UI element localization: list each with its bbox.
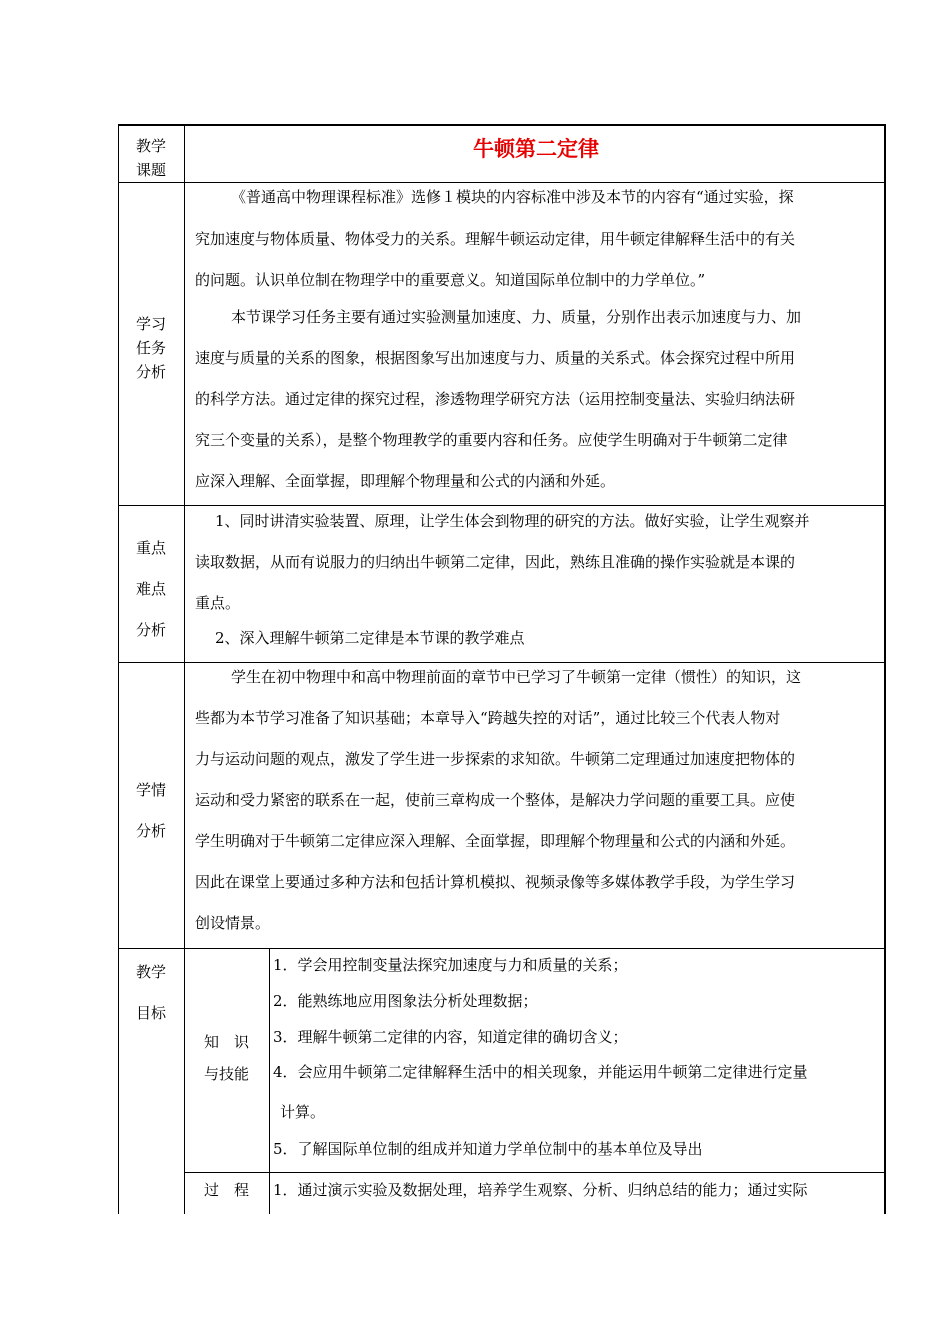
- learner-analysis-line: 些都为本节学习准备了知识基础；本章导入“跨越失控的对话”，通过比较三个代表人物对: [195, 709, 781, 727]
- header-label-line-2: 课题: [135, 161, 166, 179]
- task-analysis-line: 应深入理解、全面掌握，即理解个物理量和公式的内涵和外延。: [195, 472, 616, 490]
- knowledge-item: 3．理解牛顿第二定律的内容，知道定律的确切含义；: [273, 1028, 628, 1046]
- knowledge-item: 4．会应用牛顿第二定律解释生活中的相关现象，并能运用牛顿第二定律进行定量: [273, 1063, 808, 1081]
- task-analysis-line: 究三个变量的关系），是整个物理教学的重要内容和任务。应使学生明确对于牛顿第二定律: [195, 431, 788, 449]
- objectives-label-line-2: 目标: [135, 1004, 166, 1022]
- learner-analysis-line: 学生在初中物理中和高中物理前面的章节中已学习了牛顿第一定律（惯性）的知识，这: [231, 668, 802, 686]
- knowledge-item: 5．了解国际单位制的组成并知道力学单位制中的基本单位及导出: [273, 1140, 703, 1158]
- knowledge-skills-label: [184, 1026, 269, 1090]
- table-border-right: [884, 124, 886, 1214]
- objectives-label: [118, 952, 184, 1034]
- process-label: 过 程: [203, 1181, 249, 1199]
- task-analysis-label-line-3: 分析: [135, 363, 166, 381]
- task-analysis-label-line-1: 学习: [135, 315, 166, 333]
- task-analysis-line: 的科学方法。通过定律的探究过程，渗透物理学研究方法（运用控制变量法、实验归纳法研: [195, 390, 796, 408]
- task-analysis-line: 《普通高中物理课程标准》选修１模块的内容标准中涉及本节的内容有“通过实验，探: [231, 188, 794, 206]
- task-analysis-line: 速度与质量的关系的图象，根据图象写出加速度与力、质量的关系式。体会探究过程中所用: [195, 349, 796, 367]
- key-points-line: 1、同时讲清实验装置、原理，让学生体会到物理的研究的方法。做好实验，让学生观察并: [215, 512, 810, 530]
- learner-analysis-label: [118, 770, 184, 852]
- task-analysis-line: 的问题。认识单位制在物理学中的重要意义。知道国际单位制中的力学单位。”: [195, 271, 706, 289]
- key-points-label-line-1: 重点: [135, 539, 166, 557]
- process-item: 1．通过演示实验及数据处理，培养学生观察、分析、归纳总结的能力；通过实际: [273, 1181, 808, 1199]
- key-points-label: [118, 528, 184, 651]
- knowledge-item: 1．学会用控制变量法探究加速度与力和质量的关系；: [273, 956, 628, 974]
- key-points-line: 2、深入理解牛顿第二定律是本节课的教学难点: [215, 629, 525, 647]
- header-label-line-1: 教学: [135, 137, 166, 155]
- sub-row-divider: [184, 1172, 886, 1173]
- learner-analysis-label-line-1: 学情: [135, 781, 166, 799]
- row-divider-1: [118, 182, 886, 183]
- task-analysis-label-line-2: 任务: [135, 339, 166, 357]
- knowledge-skills-label-line-1: 知 识: [203, 1033, 249, 1051]
- knowledge-skills-label-line-2: 与技能: [203, 1065, 249, 1083]
- objectives-label-line-1: 教学: [135, 963, 166, 981]
- row-divider-2: [118, 505, 886, 506]
- table-border-left: [118, 124, 119, 1214]
- sub-column-divider: [269, 948, 270, 1214]
- table-border-top: [118, 124, 886, 126]
- key-points-line: 读取数据，从而有说服力的归纳出牛顿第二定律，因此，熟练且准确的操作实验就是本课的: [195, 553, 796, 571]
- learner-analysis-line: 力与运动问题的观点，激发了学生进一步探索的求知欲。牛顿第二定理通过加速度把物体的: [195, 750, 796, 768]
- learner-analysis-line: 运动和受力紧密的联系在一起，使前三章构成一个整体，是解决力学问题的重要工具。应使: [195, 791, 796, 809]
- learner-analysis-label-line-2: 分析: [135, 822, 166, 840]
- task-analysis-label: [118, 312, 184, 384]
- row-divider-4: [118, 948, 886, 949]
- task-analysis-line: 究加速度与物体质量、物体受力的关系。理解牛顿运动定律，用牛顿定律解释生活中的有关: [195, 230, 796, 248]
- knowledge-item: 2．能熟练地应用图象法分析处理数据；: [273, 992, 538, 1010]
- learner-analysis-line: 学生明确对于牛顿第二定律应深入理解、全面掌握，即理解个物理量和公式的内涵和外延。: [195, 832, 796, 850]
- key-points-line: 重点。: [195, 594, 241, 612]
- learner-analysis-line: 因此在课堂上要通过多种方法和包括计算机模拟、视频录像等多媒体教学手段，为学生学习: [195, 873, 796, 891]
- knowledge-item: 计算。: [280, 1103, 326, 1121]
- task-analysis-line: 本节课学习任务主要有通过实验测量加速度、力、质量，分别作出表示加速度与力、加: [231, 308, 802, 326]
- key-points-label-line-2: 难点: [135, 580, 166, 598]
- learner-analysis-line: 创设情景。: [195, 914, 271, 932]
- row-divider-3: [118, 662, 886, 663]
- key-points-label-line-3: 分析: [135, 621, 166, 639]
- header-label: [118, 134, 184, 182]
- page-title: 牛顿第二定律: [473, 137, 599, 161]
